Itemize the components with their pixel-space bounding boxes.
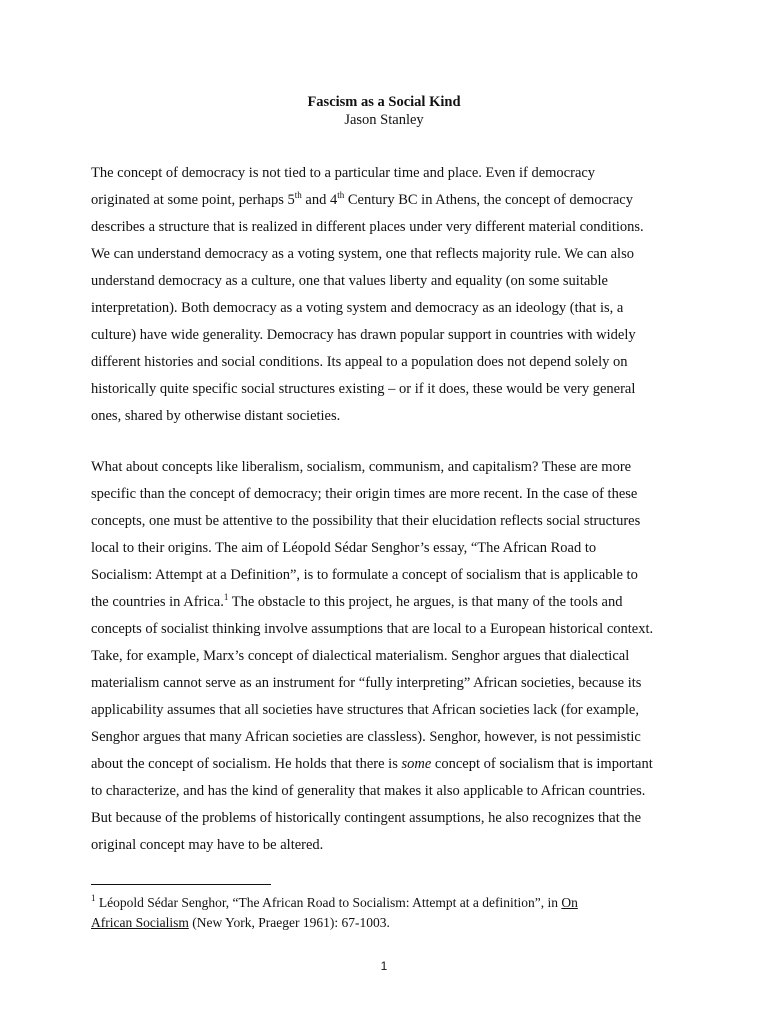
text-line: The concept of democracy is not tied to a particular time and place. Even if democracy — [91, 165, 596, 181]
book-title-link: On — [561, 895, 578, 910]
document-author: Jason Stanley — [344, 112, 424, 128]
text-line: interpretation). Both democracy as a voting system and democracy as an ideology (that is, a — [91, 300, 624, 316]
text-line: culture) have wide generality. Democracy has drawn popular support in countries with widely — [91, 327, 636, 343]
footnote-reference[interactable]: 1 — [223, 592, 229, 602]
footnote-separator — [91, 884, 271, 885]
text-line: Socialism: Attempt at a Definition”, is to formulate a concept of socialism that is applicable to — [91, 567, 638, 583]
footnote-marker: 1 — [91, 893, 96, 903]
book-title-link: African Socialism — [91, 915, 189, 930]
text-line: different histories and social conditions. Its appeal to a population does not depend solely on — [91, 354, 628, 370]
body-paragraph-2 — [91, 454, 691, 859]
text-line: concepts of socialist thinking involve assumptions that are local to a European historical context. — [91, 621, 654, 637]
emphasis: some — [401, 756, 432, 772]
text-line: What about concepts like liberalism, socialism, communism, and capitalism? These are more — [91, 459, 632, 475]
text-line: applicability assumes that all societies have structures that African societies lack (for example, — [91, 702, 639, 718]
text-line: Take, for example, Marx’s concept of dialectical materialism. Senghor argues that dialectical — [91, 648, 630, 664]
text-line: describes a structure that is realized in different places under very different material conditions. — [91, 219, 644, 235]
text-line: specific than the concept of democracy; their origin times are more recent. In the case of these — [91, 486, 638, 502]
text-line: original concept may have to be altered. — [91, 837, 324, 853]
text-line: about the concept of socialism. He holds that there is some concept of socialism that is important — [91, 756, 653, 772]
text-line: the countries in Africa.$^1$ The obstacle to this project, he argues, is that many of the tools and — [91, 592, 623, 610]
footnote — [91, 893, 691, 933]
text-line: But because of the problems of historically contingent assumptions, he also recognizes that the — [91, 810, 642, 826]
text-line: Senghor argues that many African societies are classless). Senghor, however, is not pessimistic — [91, 729, 641, 745]
footnote-line: $^1$ Léopold Sédar Senghor, “The African Road to Socialism: Attempt at a definition”, in On — [91, 893, 578, 910]
text-line: historically quite specific social structures existing – or if it does, these would be very general — [91, 381, 636, 397]
text-line: ones, shared by otherwise distant societies. — [91, 408, 341, 424]
footnote-line: African Socialism (New York, Praeger 1961): 67-1003. — [91, 915, 390, 930]
document-title: Fascism as a Social Kind — [307, 94, 461, 110]
text-line: concepts, one must be attentive to the possibility that their elucidation reflects social structures — [91, 513, 641, 529]
superscript: th — [337, 190, 345, 200]
page-number: 1 — [380, 959, 388, 973]
text-line: materialism cannot serve as an instrument for “fully interpreting” African societies, because its — [91, 675, 642, 691]
text-line: understand democracy as a culture, one that values liberty and equality (on some suitable — [91, 273, 608, 289]
text-line: We can understand democracy as a voting system, one that reflects majority rule. We can also — [91, 246, 634, 262]
body-paragraph-1 — [91, 160, 691, 430]
text-line: to characterize, and has the kind of generality that makes it also applicable to African countries. — [91, 783, 646, 799]
text-line: originated at some point, perhaps 5th and 4th Century BC in Athens, the concept of democracy — [91, 190, 633, 208]
superscript: th — [294, 190, 302, 200]
text-line: local to their origins. The aim of Léopold Sédar Senghor’s essay, “The African Road to — [91, 540, 597, 556]
